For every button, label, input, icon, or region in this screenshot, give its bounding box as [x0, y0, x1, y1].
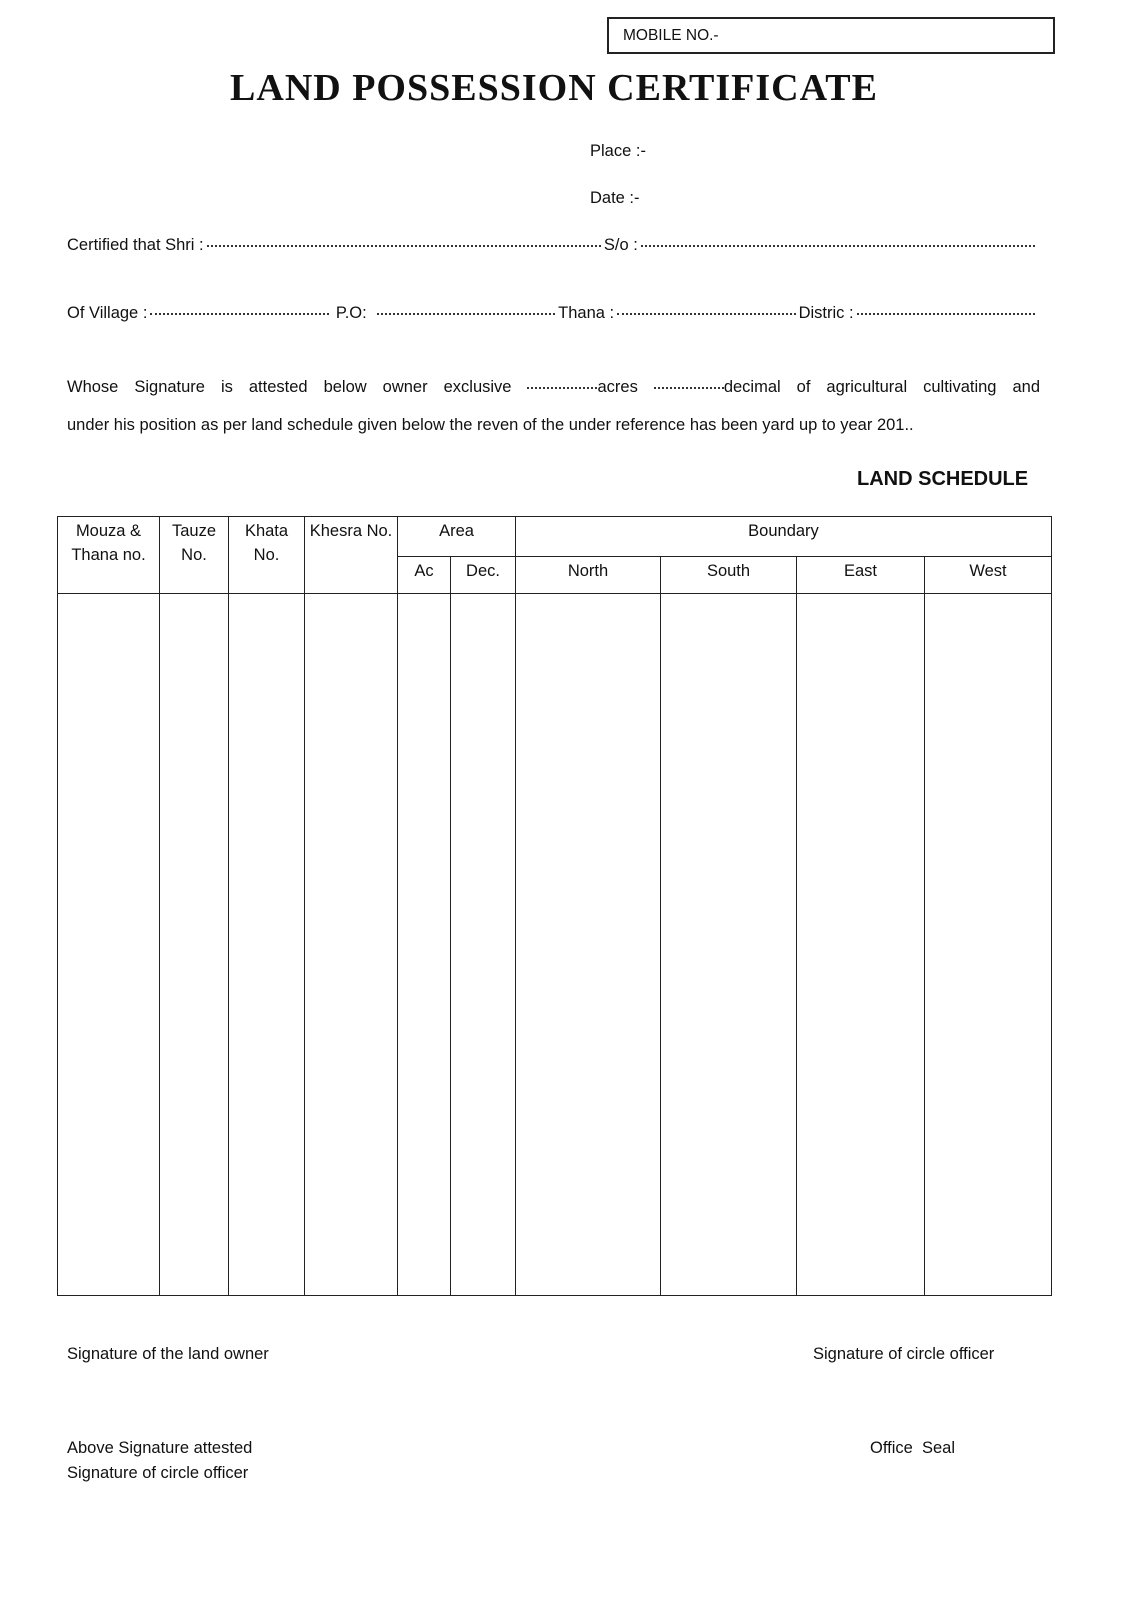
cell-west[interactable] [925, 594, 1052, 1296]
cell-khesra[interactable] [305, 594, 398, 1296]
land-schedule-table [57, 516, 1052, 1296]
so-label: S/o : [603, 236, 638, 254]
shri-field[interactable] [207, 245, 601, 247]
schedule-heading: LAND SCHEDULE [857, 468, 1029, 490]
name-line [67, 236, 1038, 255]
mobile-number-field[interactable] [607, 17, 1055, 54]
col-tauze: Tauze No. [160, 517, 229, 594]
cell-dec[interactable] [451, 594, 516, 1296]
po-field[interactable] [377, 313, 555, 315]
cell-tauze[interactable] [160, 594, 229, 1296]
col-mouza: Mouza & Thana no. [58, 517, 160, 594]
cell-north[interactable] [516, 594, 661, 1296]
thana-field[interactable] [617, 313, 795, 315]
distric-label: Distric : [798, 304, 854, 322]
mobile-label: MOBILE NO.- [623, 27, 719, 44]
date-label: Date :- [590, 189, 640, 207]
office-seal-label: Office Seal [870, 1439, 955, 1457]
attestation-paragraph-line2: under his position as per land schedule given below the reven of the under reference has been yard up to year 201.. [67, 416, 914, 434]
cell-east[interactable] [797, 594, 925, 1296]
shri-label: Certified that Shri : [67, 236, 204, 254]
col-area: Area [398, 517, 516, 557]
decimal-label: decimal of agricultural cultivating and [723, 378, 1041, 396]
attested-officer-label: Signature of circle officer [67, 1464, 249, 1482]
cell-ac[interactable] [398, 594, 451, 1296]
acres-label: acres [597, 378, 638, 396]
cell-khata[interactable] [229, 594, 305, 1296]
col-west: West [925, 557, 1052, 594]
address-line [67, 304, 1038, 323]
para-text: Whose Signature is attested below owner exclusive [67, 378, 512, 396]
so-field[interactable] [641, 245, 1035, 247]
cell-south[interactable] [661, 594, 797, 1296]
thana-label: Thana : [558, 304, 615, 322]
village-label: Of Village : [67, 304, 148, 322]
place-label: Place :- [590, 142, 646, 160]
col-khata: Khata No. [229, 517, 305, 594]
page-title: LAND POSSESSION CERTIFICATE [230, 67, 878, 109]
attested-label: Above Signature attested [67, 1439, 253, 1457]
decimal-field[interactable] [654, 387, 724, 389]
cell-mouza[interactable] [58, 594, 160, 1296]
attestation-paragraph-line1 [67, 368, 1040, 406]
col-dec: Dec. [451, 557, 516, 594]
table-row [58, 594, 1052, 1296]
acres-field[interactable] [527, 387, 597, 389]
po-label: P.O: [335, 304, 367, 322]
officer-signature-label: Signature of circle officer [813, 1345, 995, 1363]
col-north: North [516, 557, 661, 594]
village-field[interactable] [150, 313, 328, 315]
distric-field[interactable] [857, 313, 1035, 315]
col-khesra: Khesra No. [305, 517, 398, 594]
col-east: East [797, 557, 925, 594]
col-ac: Ac [398, 557, 451, 594]
owner-signature-label: Signature of the land owner [67, 1345, 269, 1363]
header-row [58, 517, 1052, 557]
col-boundary: Boundary [516, 517, 1052, 557]
col-south: South [661, 557, 797, 594]
